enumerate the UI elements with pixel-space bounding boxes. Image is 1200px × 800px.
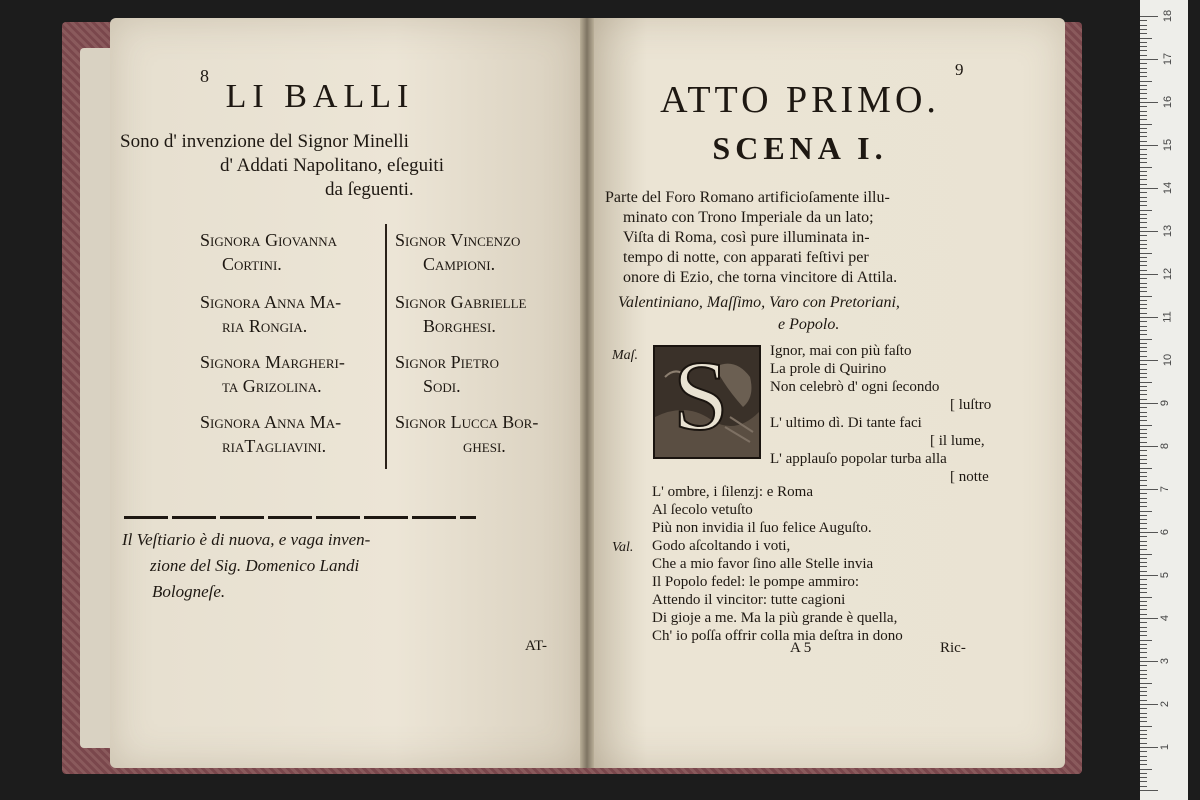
ruler-tick	[1140, 545, 1147, 546]
ruler-number: 18	[1162, 9, 1175, 23]
ruler-tick	[1140, 59, 1158, 60]
ruler-number: 15	[1162, 138, 1175, 152]
ruler-tick	[1140, 751, 1147, 752]
ruler-tick	[1140, 115, 1147, 116]
ruler-tick	[1140, 790, 1158, 791]
ruler-tick	[1140, 756, 1147, 757]
ruler-tick	[1140, 493, 1147, 494]
ruler-tick	[1140, 652, 1147, 653]
cast-name-line: ghesi.	[463, 436, 506, 456]
ruler-tick	[1140, 124, 1152, 125]
ruler-tick	[1140, 571, 1147, 572]
ruler-tick	[1140, 566, 1147, 567]
decorative-rule	[124, 516, 476, 519]
cast-name-line: Cortini.	[222, 254, 282, 274]
ruler-tick	[1140, 253, 1152, 254]
ruler-tick	[1140, 549, 1147, 550]
decorated-initial	[653, 340, 761, 459]
ruler-tick	[1140, 89, 1147, 90]
intro-line: d' Addati Napolitano, eſeguiti	[220, 155, 444, 176]
ruler-tick	[1140, 425, 1152, 426]
ruler-tick	[1140, 205, 1147, 206]
ruler-tick	[1140, 416, 1147, 417]
ruler-tick	[1140, 154, 1147, 155]
ruler-tick	[1140, 240, 1147, 241]
ruler-tick	[1140, 429, 1147, 430]
book-gutter	[580, 18, 594, 768]
ruler-tick	[1140, 442, 1147, 443]
cast-entry	[200, 350, 345, 398]
ruler-tick	[1140, 68, 1147, 69]
ruler-tick	[1140, 132, 1147, 133]
verse-line: L' ultimo dì. Di tante faci	[770, 415, 922, 431]
setting-line: Viſta di Roma, così pure illuminata in-	[623, 229, 870, 246]
ruler-tick	[1140, 145, 1158, 146]
ruler-tick	[1140, 261, 1147, 262]
ruler-tick	[1140, 235, 1147, 236]
ruler-tick	[1140, 562, 1147, 563]
ruler-tick	[1140, 605, 1147, 606]
ruler-tick	[1140, 76, 1147, 77]
ruler-tick	[1140, 330, 1147, 331]
verse-line: L' applauſo popolar turba alla	[770, 451, 947, 467]
ruler-tick	[1140, 63, 1147, 64]
ruler-number: 4	[1159, 614, 1172, 622]
ruler-tick	[1140, 760, 1147, 761]
ruler-tick	[1140, 33, 1147, 34]
ruler-tick	[1140, 631, 1147, 632]
ruler-tick	[1140, 472, 1147, 473]
setting-line: tempo di notte, con apparati feſtivi per	[623, 249, 869, 266]
ruler-tick	[1140, 683, 1152, 684]
ruler-tick	[1140, 81, 1152, 82]
verse-line: Che a mio favor ſino alle Stelle invia	[652, 556, 874, 572]
ruler-tick	[1140, 558, 1147, 559]
cast-entry	[395, 410, 538, 458]
ruler-tick	[1140, 390, 1147, 391]
ruler-tick	[1140, 283, 1147, 284]
ruler-tick	[1140, 38, 1152, 39]
cast-name-line: Campioni.	[423, 254, 496, 274]
page-edge	[80, 48, 112, 748]
ruler-number: 9	[1159, 399, 1172, 407]
ruler-tick	[1140, 407, 1147, 408]
ruler-tick	[1140, 360, 1158, 361]
ruler-tick	[1140, 167, 1152, 168]
ruler-tick	[1140, 463, 1147, 464]
intro-paragraph	[120, 130, 500, 202]
ruler-number: 7	[1159, 485, 1172, 493]
cast-name-line: Signora Anna Ma-	[200, 412, 342, 432]
cast-name-line: riaTagliavini.	[222, 436, 327, 456]
verse-line: Godo aſcoltando i voti,	[652, 538, 791, 554]
ruler-tick	[1140, 450, 1147, 451]
measurement-ruler	[1140, 0, 1188, 800]
ruler-tick	[1140, 743, 1147, 744]
ruler-tick	[1140, 162, 1147, 163]
cast-entry	[395, 290, 527, 338]
ruler-tick	[1140, 678, 1147, 679]
ruler-tick	[1140, 738, 1147, 739]
ruler-tick	[1140, 373, 1147, 374]
intro-line: Sono d' invenzione del Signor Minelli	[120, 131, 409, 152]
ruler-tick	[1140, 670, 1147, 671]
ruler-tick	[1140, 321, 1147, 322]
scene-setting	[605, 188, 995, 288]
ruler-tick	[1140, 188, 1158, 189]
ruler-tick	[1140, 257, 1147, 258]
ruler-tick	[1140, 704, 1158, 705]
characters-line: e Popolo.	[778, 316, 840, 333]
ruler-tick	[1140, 627, 1147, 628]
ruler-tick	[1140, 622, 1147, 623]
cast-name-line: Signor Lucca Bor-	[395, 412, 539, 432]
ruler-tick	[1140, 25, 1147, 26]
left-page-number: 8	[200, 66, 209, 86]
ruler-tick	[1140, 184, 1147, 185]
verse-line: [ luſtro	[950, 397, 992, 413]
ruler-tick	[1140, 334, 1147, 335]
verse-line: Più non invidia il ſuo felice Auguſto.	[652, 520, 872, 536]
cast-entry	[395, 350, 499, 398]
ruler-tick	[1140, 528, 1147, 529]
ruler-tick	[1140, 377, 1147, 378]
ruler-number: 11	[1161, 311, 1174, 323]
verse-line: Di gioje a me. Ma la più grande è quella,	[652, 610, 898, 626]
ruler-tick	[1140, 386, 1147, 387]
cast-name-line: Borghesi.	[423, 316, 496, 336]
left-catchword: AT-	[525, 638, 547, 654]
ruler-tick	[1140, 523, 1147, 524]
initial-letter: S	[673, 340, 729, 451]
ruler-tick	[1140, 119, 1147, 120]
ruler-tick	[1140, 55, 1147, 56]
ruler-tick	[1140, 364, 1147, 365]
ruler-tick	[1140, 661, 1158, 662]
cast-name-line: Signora Anna Ma-	[200, 292, 342, 312]
ruler-tick	[1140, 197, 1147, 198]
ruler-number: 12	[1162, 267, 1175, 281]
cast-name-line: Signora Giovanna	[200, 230, 338, 250]
ruler-tick	[1140, 614, 1147, 615]
cast-name-line: Signor Pietro	[395, 352, 499, 372]
ruler-number: 16	[1162, 95, 1175, 109]
ruler-tick	[1140, 231, 1158, 232]
ruler-tick	[1140, 158, 1147, 159]
ruler-tick	[1140, 459, 1147, 460]
ruler-tick	[1140, 244, 1147, 245]
right-page-number: 9	[955, 60, 964, 79]
cast-name-line: ria Rongia.	[222, 316, 308, 336]
ruler-number: 6	[1159, 528, 1172, 536]
ruler-tick	[1140, 42, 1147, 43]
cast-column-divider	[385, 224, 387, 469]
ruler-tick	[1140, 515, 1147, 516]
setting-line: Parte del Foro Romano artificioſamente illu-	[605, 189, 890, 206]
ruler-tick	[1140, 128, 1147, 129]
ruler-tick	[1140, 93, 1147, 94]
ruler-tick	[1140, 695, 1147, 696]
ruler-tick	[1140, 708, 1147, 709]
ruler-tick	[1140, 171, 1147, 172]
verse-line: Al ſecolo vetuſto	[652, 502, 753, 518]
ruler-tick	[1140, 111, 1147, 112]
ruler-tick	[1140, 536, 1147, 537]
ruler-tick	[1140, 455, 1147, 456]
ruler-tick	[1140, 394, 1147, 395]
ruler-tick	[1140, 270, 1147, 271]
ruler-tick	[1140, 609, 1147, 610]
costume-line: zione del Sig. Domenico Landi	[150, 556, 360, 575]
ruler-tick	[1140, 657, 1147, 658]
ruler-tick	[1140, 296, 1152, 297]
ruler-tick	[1140, 648, 1147, 649]
ruler-tick	[1140, 597, 1152, 598]
ruler-tick	[1140, 304, 1147, 305]
scene-title: SCENA I.	[712, 130, 888, 166]
ruler-tick	[1140, 579, 1147, 580]
ruler-tick	[1140, 141, 1147, 142]
ruler-tick	[1140, 98, 1147, 99]
ruler-tick	[1140, 476, 1147, 477]
right-catchword: Ric-	[940, 640, 966, 656]
ruler-tick	[1140, 644, 1147, 645]
ruler-tick	[1140, 764, 1147, 765]
ruler-tick	[1140, 485, 1147, 486]
cast-entry	[395, 228, 520, 276]
ruler-number: 3	[1159, 657, 1172, 665]
ruler-tick	[1140, 149, 1147, 150]
ruler-tick	[1140, 347, 1147, 348]
ruler-tick	[1140, 227, 1147, 228]
characters-line: Valentiniano, Maſſimo, Varo con Pretoriani,	[618, 294, 900, 311]
ruler-number: 13	[1162, 224, 1175, 238]
ruler-tick	[1140, 532, 1158, 533]
verse-line: [ notte	[950, 469, 989, 485]
verse-line: Attendo il vincitor: tutte cagioni	[652, 592, 846, 608]
ruler-tick	[1140, 50, 1147, 51]
ruler-tick	[1140, 248, 1147, 249]
ruler-tick	[1140, 687, 1147, 688]
ruler-tick	[1140, 747, 1158, 748]
ruler-tick	[1140, 502, 1147, 503]
ruler-number: 10	[1162, 353, 1175, 367]
ruler-number: 8	[1159, 442, 1172, 450]
ruler-tick	[1140, 489, 1158, 490]
ruler-tick	[1140, 777, 1147, 778]
ruler-tick	[1140, 222, 1147, 223]
ruler-tick	[1140, 674, 1147, 675]
ruler-tick	[1140, 726, 1152, 727]
ruler-tick	[1140, 433, 1147, 434]
ruler-tick	[1140, 618, 1158, 619]
ruler-tick	[1140, 192, 1147, 193]
ruler-tick	[1140, 278, 1147, 279]
setting-line: minato con Trono Imperiale da un lato;	[623, 209, 874, 226]
ruler-tick	[1140, 769, 1152, 770]
ruler-tick	[1140, 691, 1147, 692]
ruler-number: 5	[1159, 571, 1172, 579]
ruler-tick	[1140, 175, 1147, 176]
cast-name-line: Signor Vincenzo	[395, 230, 521, 250]
ruler-number: 14	[1162, 181, 1175, 195]
ruler-tick	[1140, 201, 1147, 202]
ruler-tick	[1140, 781, 1147, 782]
ruler-tick	[1140, 601, 1147, 602]
left-page-title: LI BALLI	[225, 78, 415, 115]
ruler-number: 1	[1159, 743, 1172, 751]
ruler-tick	[1140, 498, 1147, 499]
intro-line: da ſeguenti.	[325, 179, 414, 200]
ruler-tick	[1140, 700, 1147, 701]
ruler-number: 2	[1159, 700, 1172, 708]
setting-line: onore di Ezio, che torna vincitore di Attila.	[623, 269, 898, 286]
ruler-tick	[1140, 274, 1158, 275]
verse-line: L' ombre, i ſilenzj: e Roma	[652, 484, 813, 500]
ruler-tick	[1140, 72, 1147, 73]
ruler-tick	[1140, 588, 1147, 589]
ruler-tick	[1140, 592, 1147, 593]
ruler-tick	[1140, 218, 1147, 219]
act-title: ATTO PRIMO.	[660, 79, 940, 121]
ruler-tick	[1140, 179, 1147, 180]
ruler-tick	[1140, 308, 1147, 309]
ruler-tick	[1140, 554, 1152, 555]
speaker-label: Maſ.	[612, 348, 639, 363]
ruler-tick	[1140, 541, 1147, 542]
verse-line: [ il lume,	[930, 433, 985, 449]
verse-line: Il Popolo fedel: le pompe ammiro:	[652, 574, 860, 590]
ruler-tick	[1140, 446, 1158, 447]
verse-line: Ignor, mai con più faſto	[770, 343, 912, 359]
cast-entry	[200, 228, 337, 276]
ruler-tick	[1140, 343, 1147, 344]
ruler-tick	[1140, 734, 1147, 735]
ruler-tick	[1140, 721, 1147, 722]
verse-line: La prole di Quirino	[770, 361, 887, 377]
ruler-tick	[1140, 511, 1152, 512]
cast-name-line: Signor Gabrielle	[395, 292, 527, 312]
ruler-tick	[1140, 773, 1147, 774]
ruler-tick	[1140, 640, 1152, 641]
verse-block	[652, 537, 903, 645]
cast-name-line: Sodi.	[423, 376, 461, 396]
ruler-tick	[1140, 291, 1147, 292]
ruler-tick	[1140, 356, 1147, 357]
ruler-tick	[1140, 519, 1147, 520]
ruler-tick	[1140, 351, 1147, 352]
ruler-tick	[1140, 713, 1147, 714]
ruler-tick	[1140, 16, 1158, 17]
ruler-tick	[1140, 584, 1147, 585]
ruler-tick	[1140, 85, 1147, 86]
ruler-tick	[1140, 287, 1147, 288]
ruler-tick	[1140, 210, 1152, 211]
ruler-tick	[1140, 313, 1147, 314]
verse-block	[770, 342, 991, 486]
ruler-tick	[1140, 403, 1158, 404]
cast-entry	[200, 410, 341, 458]
ruler-tick	[1140, 665, 1147, 666]
costume-note	[122, 527, 482, 605]
ruler-tick	[1140, 214, 1147, 215]
ruler-tick	[1140, 786, 1147, 787]
ruler-tick	[1140, 102, 1158, 103]
ruler-tick	[1140, 468, 1152, 469]
ruler-tick	[1140, 46, 1147, 47]
ruler-tick	[1140, 339, 1152, 340]
printer-signature: A 5	[790, 640, 812, 656]
verse-line: Ch' io poſſa offrir colla mia deſtra in dono	[652, 628, 903, 644]
ruler-tick	[1140, 575, 1158, 576]
verse-block	[652, 483, 872, 537]
cast-name-line: Signora Margheri-	[200, 352, 345, 372]
ruler-tick	[1140, 420, 1147, 421]
ruler-tick	[1140, 730, 1147, 731]
ruler-tick	[1140, 300, 1147, 301]
ruler-tick	[1140, 437, 1147, 438]
ruler-tick	[1140, 265, 1147, 266]
ruler-tick	[1140, 635, 1147, 636]
costume-line: Il Veſtiario è di nuova, e vaga inven-	[122, 530, 371, 549]
ruler-tick	[1140, 106, 1147, 107]
ruler-tick	[1140, 506, 1147, 507]
ruler-tick	[1140, 317, 1158, 318]
ruler-tick	[1140, 369, 1147, 370]
verse-line: Non celebrò d' ogni ſecondo	[770, 379, 940, 395]
characters-list	[618, 292, 998, 336]
ruler-tick	[1140, 382, 1152, 383]
costume-line: Bologneſe.	[152, 582, 226, 601]
ruler-tick	[1140, 136, 1147, 137]
cast-entry	[200, 290, 341, 338]
ruler-tick	[1140, 29, 1147, 30]
ruler-tick	[1140, 326, 1147, 327]
speaker-label: Val.	[612, 540, 634, 555]
cast-name-line: ta Grizolina.	[222, 376, 322, 396]
ruler-tick	[1140, 717, 1147, 718]
ruler-number: 17	[1162, 52, 1175, 66]
ruler-tick	[1140, 412, 1147, 413]
ruler-tick	[1140, 20, 1147, 21]
ruler-tick	[1140, 399, 1147, 400]
ruler-tick	[1140, 480, 1147, 481]
